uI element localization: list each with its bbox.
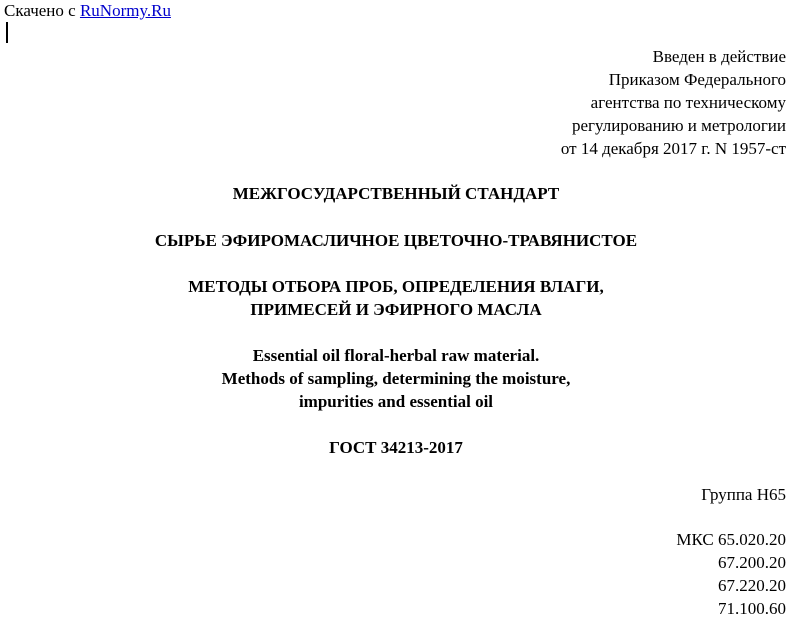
enactment-line: регулированию и метрологии — [571, 116, 786, 135]
download-source-prefix: Скачено с — [4, 1, 80, 20]
group-code: Группа Н65 — [701, 485, 786, 504]
enactment-line: Приказом Федерального — [608, 70, 786, 89]
english-title-line: Methods of sampling, determining the moisture, — [221, 369, 571, 388]
classification-group — [701, 483, 786, 506]
mks-code: 67.220.20 — [718, 576, 786, 595]
english-title — [0, 344, 792, 413]
enactment-line: Введен в действие — [652, 47, 786, 66]
enactment-line: агентства по техническому — [590, 93, 786, 112]
mks-code: МКС 65.020.20 — [676, 530, 786, 549]
gost-designation-text: ГОСТ 34213-2017 — [329, 438, 463, 457]
runormy-link[interactable]: RuNormy.Ru — [79, 1, 171, 20]
mks-code: 71.100.60 — [718, 599, 786, 618]
interstate-standard-text: МЕЖГОСУДАРСТВЕННЫЙ СТАНДАРТ — [232, 184, 560, 203]
product-title-text: СЫРЬЕ ЭФИРОМАСЛИЧНОЕ ЦВЕТОЧНО-ТРАВЯНИСТОЕ — [154, 231, 638, 250]
download-source-line — [4, 1, 171, 21]
methods-title — [0, 275, 792, 321]
english-title-line: Essential oil floral-herbal raw material. — [252, 346, 540, 365]
text-cursor — [6, 22, 8, 43]
methods-title-line: МЕТОДЫ ОТБОРА ПРОБ, ОПРЕДЕЛЕНИЯ ВЛАГИ, — [188, 277, 604, 296]
enactment-notice — [561, 45, 786, 160]
mks-code: 67.200.20 — [718, 553, 786, 572]
gost-designation — [0, 436, 792, 459]
mks-codes — [676, 528, 786, 620]
english-title-line: impurities and essential oil — [298, 392, 494, 411]
product-title — [0, 229, 792, 252]
interstate-standard-heading — [0, 182, 792, 205]
methods-title-line: ПРИМЕСЕЙ И ЭФИРНОГО МАСЛА — [250, 300, 542, 319]
enactment-line: от 14 декабря 2017 г. N 1957-ст — [560, 139, 786, 158]
